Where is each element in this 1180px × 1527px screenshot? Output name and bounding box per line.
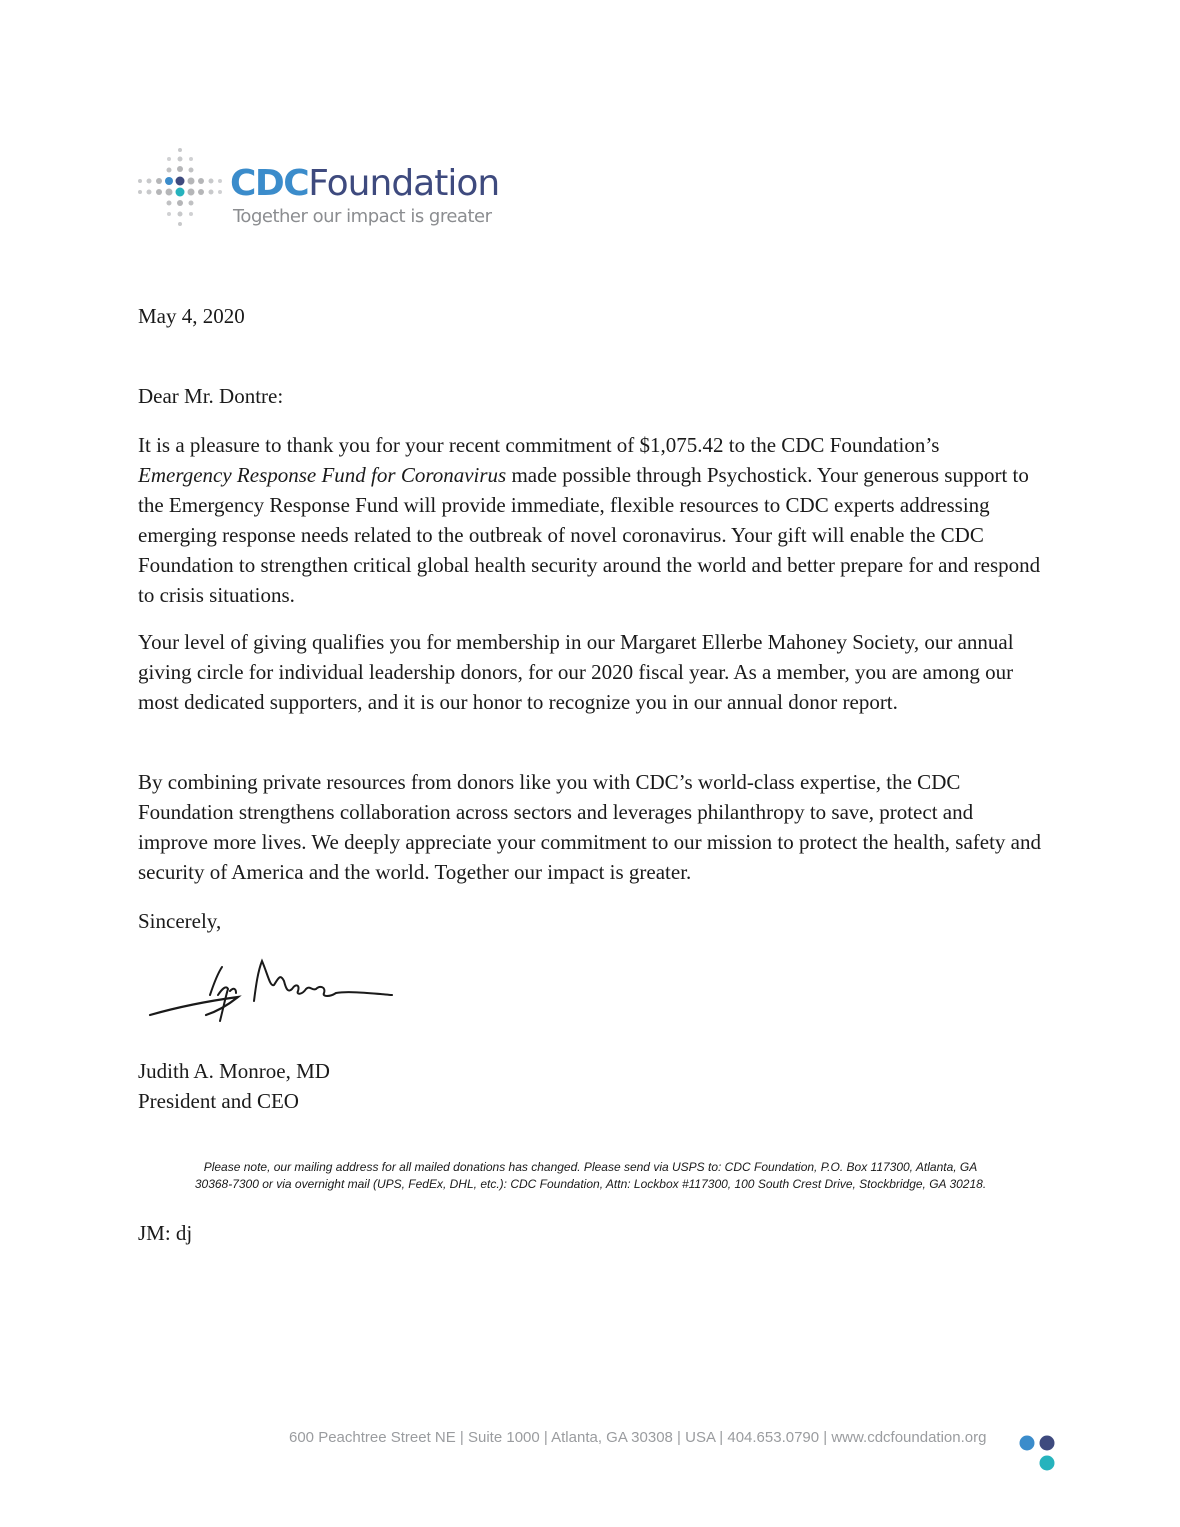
note-line-2: 30368-7300 or via overnight mail (UPS, FedEx, DHL, etc.): CDC Foundation, Attn: Lockbox #117300, 100 South Crest Drive, Stockbridge, GA 30218. [194,1177,987,1191]
letter-date: May 4, 2020 [138,304,245,328]
handwritten-signature [148,955,394,1025]
cdc-foundation-logo [136,146,516,232]
signer-name: Judith A. Monroe, MD [138,1059,330,1083]
footer-address: 600 Peachtree Street NE | Suite 1000 | Atlanta, GA 30308 | USA | 404.653.0790 | www.cdcfoundation.org [289,1429,987,1446]
note-line-1: Please note, our mailing address for all mailed donations has changed. Please send via USPS to: CDC Foundation, P.O. Box 117300, Atlanta, GA [203,1160,978,1174]
logo-tagline: Together our impact is greater [233,206,492,227]
paragraph-1-rest: made possible through Psychostick. Your generous support to the Emergency Response Fund will provide immediate, flexible resources to CDC experts addressing emerging response needs related to the outbreak of novel coronavirus. Your gift will enable the CDC Foundation to strengthen critical global health security around the world and better prepare for and respond to crisis situations. [138,463,1041,607]
mailing-address-note [138,1159,1043,1193]
logo-name-cdc: CDC [230,163,309,204]
logo-dot-grid-icon [136,146,224,232]
logo-name-foundation: Foundation [308,163,500,204]
letter-paragraph-3: By combining private resources from donors like you with CDC’s world-class expertise, the CDC Foundation strengthens collaboration across sectors and leverages philanthropy to save, protect and improve more lives. We deeply appreciate your commitment to our mission to protect the health, safety and security of America and the world. Together our impact is greater. [138,770,1041,884]
letter-salutation: Dear Mr. Dontre: [138,384,284,408]
reference-initials: JM: dj [138,1221,193,1245]
signer-title: President and CEO [138,1089,299,1113]
footer-dots-icon [1016,1433,1058,1473]
fund-name: Emergency Response Fund for Coronavirus [138,463,507,487]
letter-closing: Sincerely, [138,909,222,933]
signer-block [138,1056,1043,1116]
logo-wordmark [230,164,499,204]
letter-paragraph-2: Your level of giving qualifies you for membership in our Margaret Ellerbe Mahoney Society, our annual giving circle for individual leadership donors, for our 2020 fiscal year. As a member, you are among our most dedicated supporters, and it is our honor to recognize you in our annual donor report. [138,630,1014,714]
paragraph-1-intro: It is a pleasure to thank you for your recent commitment of $1,075.42 to the CDC Foundation’s [138,433,940,457]
letter-paragraph-1 [138,430,1043,610]
